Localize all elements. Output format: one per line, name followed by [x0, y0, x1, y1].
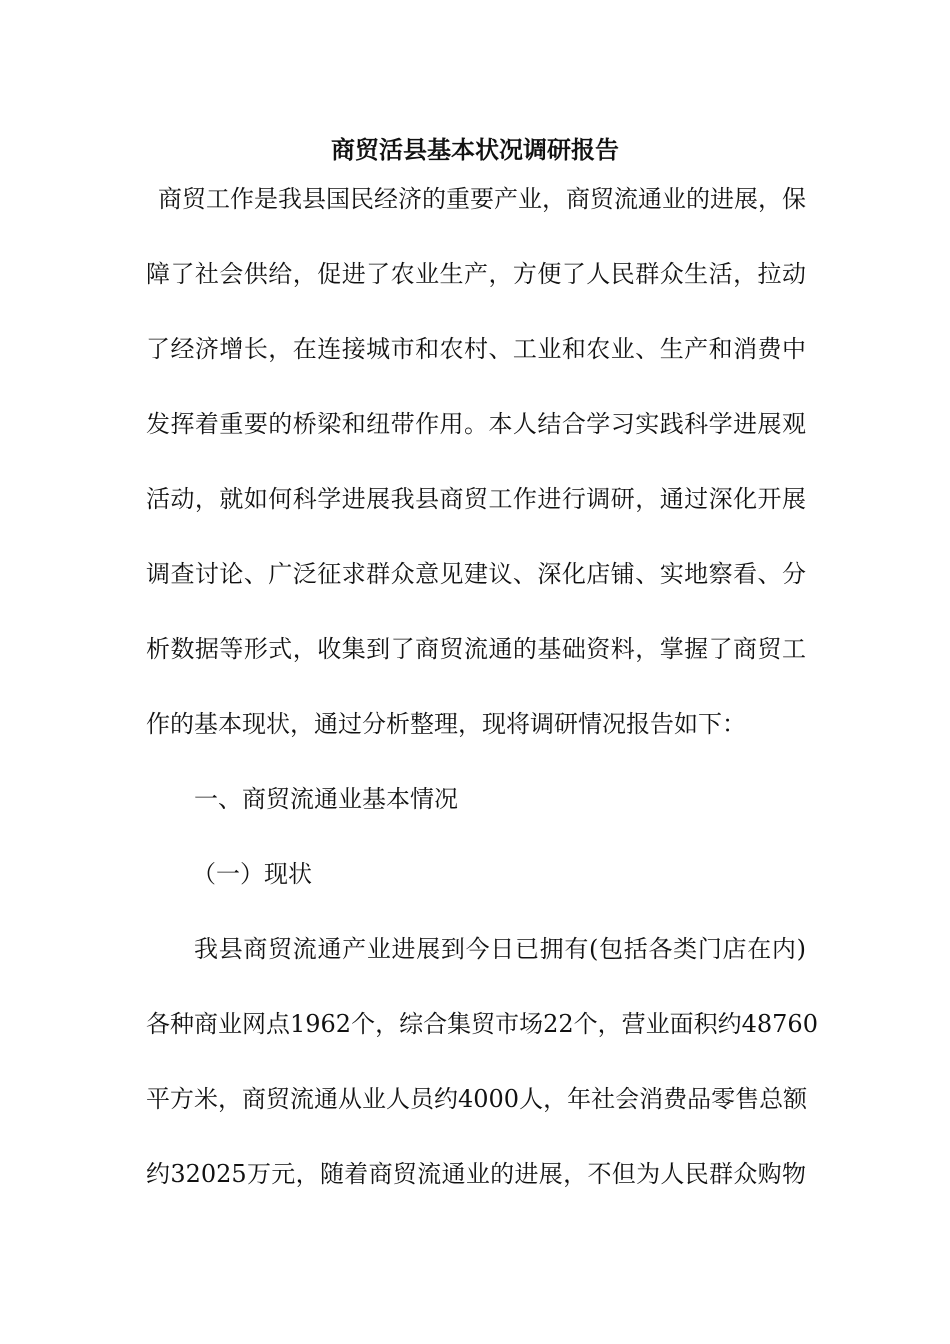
intro-line-2: 障了社会供给，促进了农业生产，方便了人民群众生活，拉动 [146, 260, 806, 288]
intro-line-3: 了经济增长，在连接城市和农村、工业和农业、生产和消费中 [146, 335, 806, 363]
document-title: 商贸活县基本状况调研报告 [331, 135, 619, 164]
intro-line-7: 析数据等形式，收集到了商贸流通的基础资料，掌握了商贸工 [146, 635, 806, 663]
intro-line-4: 发挥着重要的桥梁和纽带作用。本人结合学习实践科学进展观 [146, 410, 806, 438]
intro-line-5: 活动，就如何科学进展我县商贸工作进行调研，通过深化开展 [146, 485, 806, 513]
body-line-3: 平方米，商贸流通从业人员约4000人，年社会消费品零售总额 [146, 1085, 808, 1113]
intro-line-8: 作的基本现状，通过分析整理，现将调研情况报告如下： [146, 710, 746, 738]
intro-line-1: 商贸工作是我县国民经济的重要产业，商贸流通业的进展，保 [158, 185, 806, 213]
intro-line-6: 调查讨论、广泛征求群众意见建议、深化店铺、实地察看、分 [146, 560, 806, 588]
section-heading: 一、商贸流通业基本情况 [194, 785, 458, 813]
subsection-heading: （一）现状 [192, 860, 312, 888]
body-line-1: 我县商贸流通产业进展到今日已拥有(包括各类门店在内) [194, 935, 806, 963]
body-line-2: 各种商业网点1962个，综合集贸市场22个，营业面积约48760 [146, 1010, 818, 1038]
body-line-4: 约32025万元，随着商贸流通业的进展，不但为人民群众购物 [146, 1160, 806, 1188]
